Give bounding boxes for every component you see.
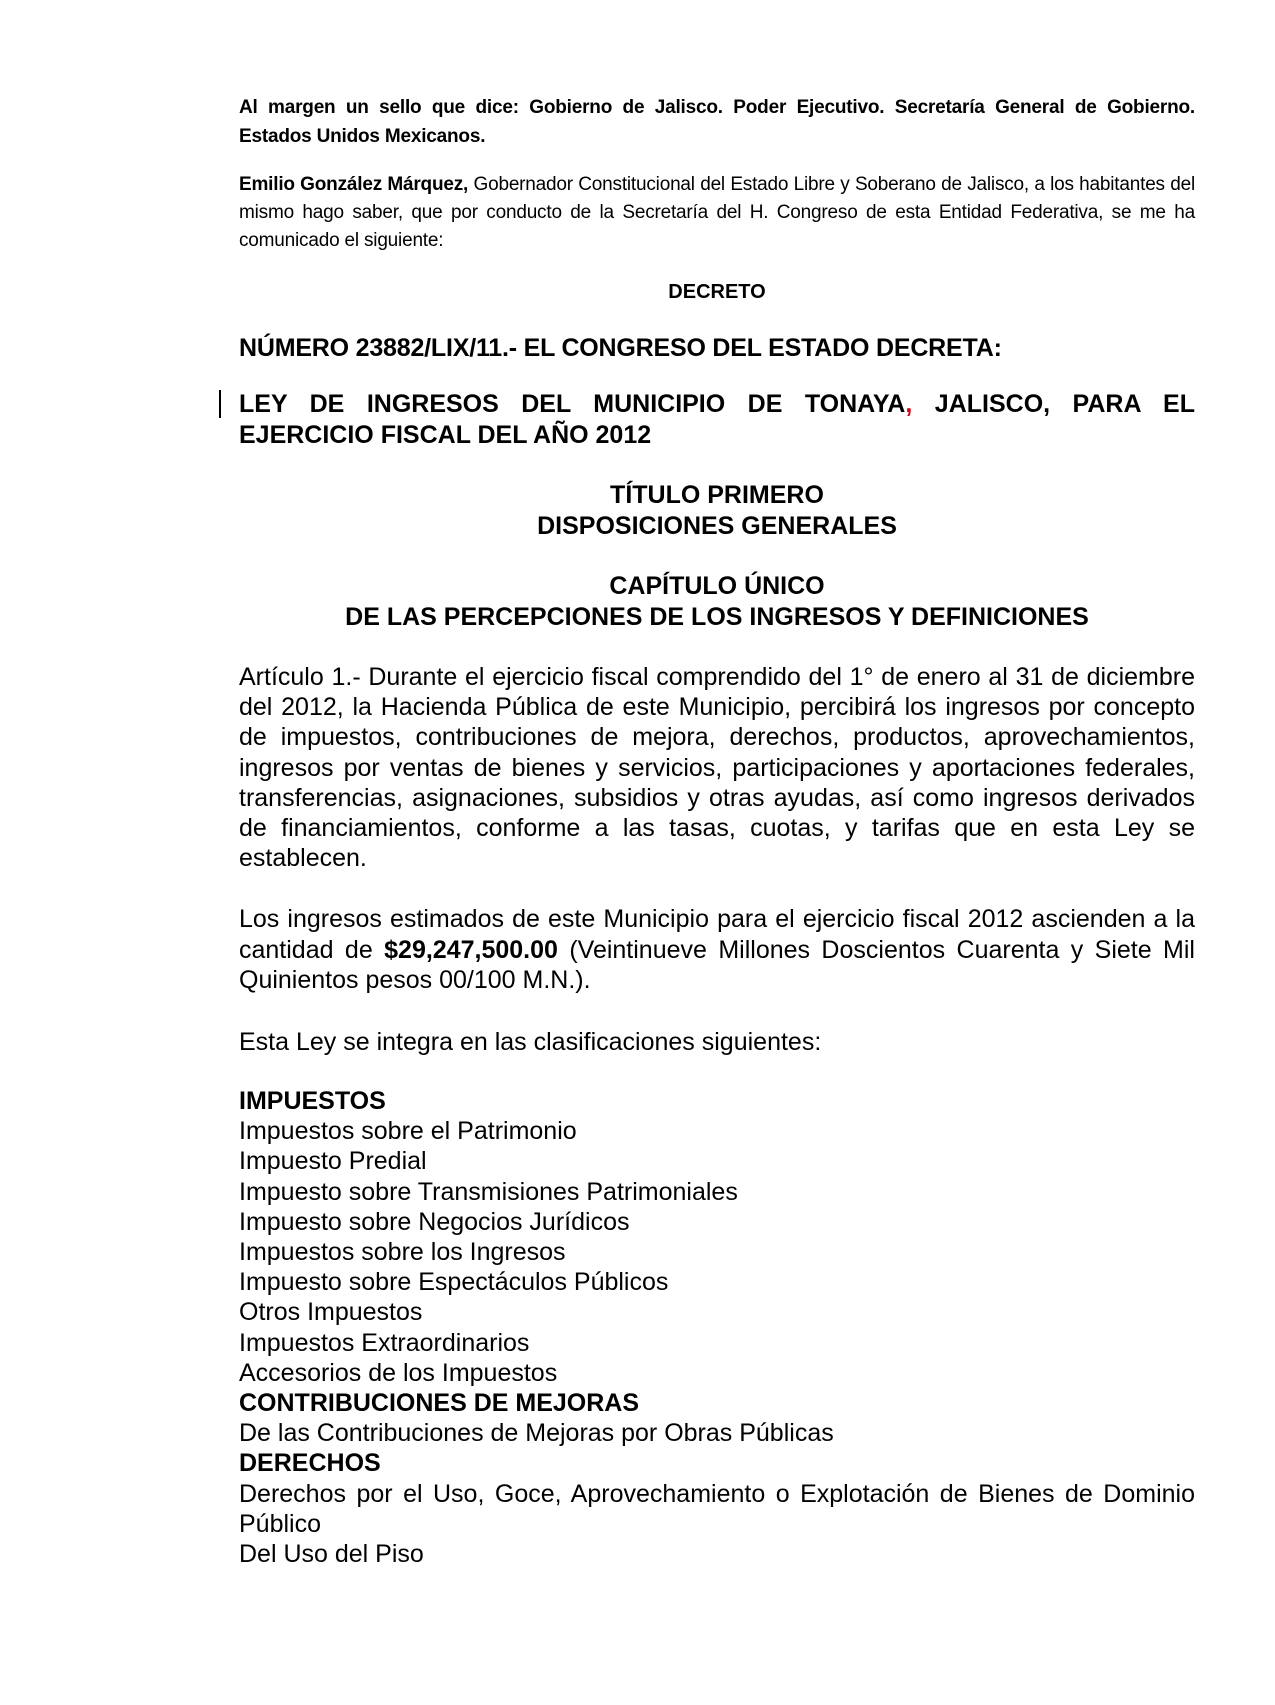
list-item: Impuesto sobre Transmisiones Patrimoniales bbox=[239, 1177, 738, 1206]
seal-notice: Al margen un sello que dice: Gobierno de Jalisco. Poder Ejecutivo. Secretaría General de Gobierno. Estados Unidos Mexicanos. bbox=[239, 97, 1195, 147]
preamble-text: Gobernador Constitucional del Estado Libre y Soberano de Jalisco, a los habitantes del mismo hago saber, que por conducto de la Secretaría del H. Congreso de esta Entidad Federativa, se me ha comunicado el siguiente: bbox=[239, 174, 1195, 251]
list-item: Impuesto sobre Negocios Jurídicos bbox=[239, 1207, 630, 1236]
list-item: Impuestos sobre los Ingresos bbox=[239, 1238, 566, 1267]
list-item: De las Contribuciones de Mejoras por Obras Públicas bbox=[239, 1419, 834, 1448]
revision-change-bar bbox=[219, 390, 221, 418]
income-text-post: (Veintinueve Millones Doscientos Cuarenta y Siete Mil Quinientos pesos 00/100 M.N.). bbox=[239, 935, 1195, 994]
list-item: Accesorios de los Impuestos bbox=[239, 1358, 558, 1387]
list-item: Derechos por el Uso, Goce, Aprovechamiento o Explotación de Bienes de Dominio Público bbox=[239, 1479, 1195, 1538]
classification-list bbox=[239, 1086, 1195, 1569]
law-title-part1: LEY DE INGRESOS DEL MUNICIPIO DE TONAYA bbox=[239, 390, 906, 418]
list-heading: CONTRIBUCIONES DE MEJORAS bbox=[239, 1389, 640, 1418]
law-title-part2: JALISCO, PARA EL EJERCICIO FISCAL DEL AÑO 2012 bbox=[239, 390, 1196, 449]
chapter-heading bbox=[239, 571, 1195, 633]
law-title bbox=[239, 389, 1195, 451]
estimated-income-paragraph bbox=[239, 904, 1195, 996]
article-1-paragraph: Artículo 1.- Durante el ejercicio fiscal comprendido del 1° de enero al 31 de diciembre del 2012, la Hacienda Pública de este Municipio, percibirá los ingresos por concepto de impuestos, contribuciones de mejora, derechos, productos, aprovechamientos, ingresos por ventas de bienes y servicios, participaciones y aportaciones federales, transferencias, asignaciones, subsidios y otras ayudas, así como ingresos derivados de financiamientos, conforme a las tasas, cuotas, y tarifas que en esta Ley se establecen. bbox=[239, 663, 1195, 873]
title-line-1: TÍTULO PRIMERO bbox=[610, 481, 824, 509]
list-heading: DERECHOS bbox=[239, 1449, 381, 1478]
decree-number: NÚMERO 23882/LIX/11.- EL CONGRESO DEL ESTADO DECRETA: bbox=[239, 334, 1002, 362]
governor-name: Emilio González Márquez, bbox=[239, 174, 469, 195]
list-item: Impuesto sobre Espectáculos Públicos bbox=[239, 1268, 669, 1297]
preamble bbox=[239, 171, 1195, 255]
chapter-line-1: CAPÍTULO ÚNICO bbox=[609, 572, 825, 600]
list-item: Impuestos Extraordinarios bbox=[239, 1328, 530, 1357]
title-line-2: DISPOSICIONES GENERALES bbox=[537, 512, 897, 540]
list-item: Impuestos sobre el Patrimonio bbox=[239, 1117, 577, 1146]
decree-heading: DECRETO bbox=[668, 281, 766, 303]
list-item: Del Uso del Piso bbox=[239, 1540, 424, 1569]
tracked-change-mark: , bbox=[905, 390, 913, 418]
income-text-pre: Los ingresos estimados de este Municipio para el ejercicio fiscal 2012 ascienden a la cantidad de bbox=[239, 905, 1195, 964]
list-heading: IMPUESTOS bbox=[239, 1087, 386, 1115]
list-item: Otros Impuestos bbox=[239, 1298, 423, 1327]
chapter-line-2: DE LAS PERCEPCIONES DE LOS INGRESOS Y DEFINICIONES bbox=[345, 603, 1089, 631]
title-heading bbox=[239, 480, 1195, 542]
classification-intro: Esta Ley se integra en las clasificaciones siguientes: bbox=[239, 1028, 822, 1056]
list-item: Impuesto Predial bbox=[239, 1147, 427, 1176]
income-amount: $29,247,500.00 bbox=[384, 935, 558, 964]
